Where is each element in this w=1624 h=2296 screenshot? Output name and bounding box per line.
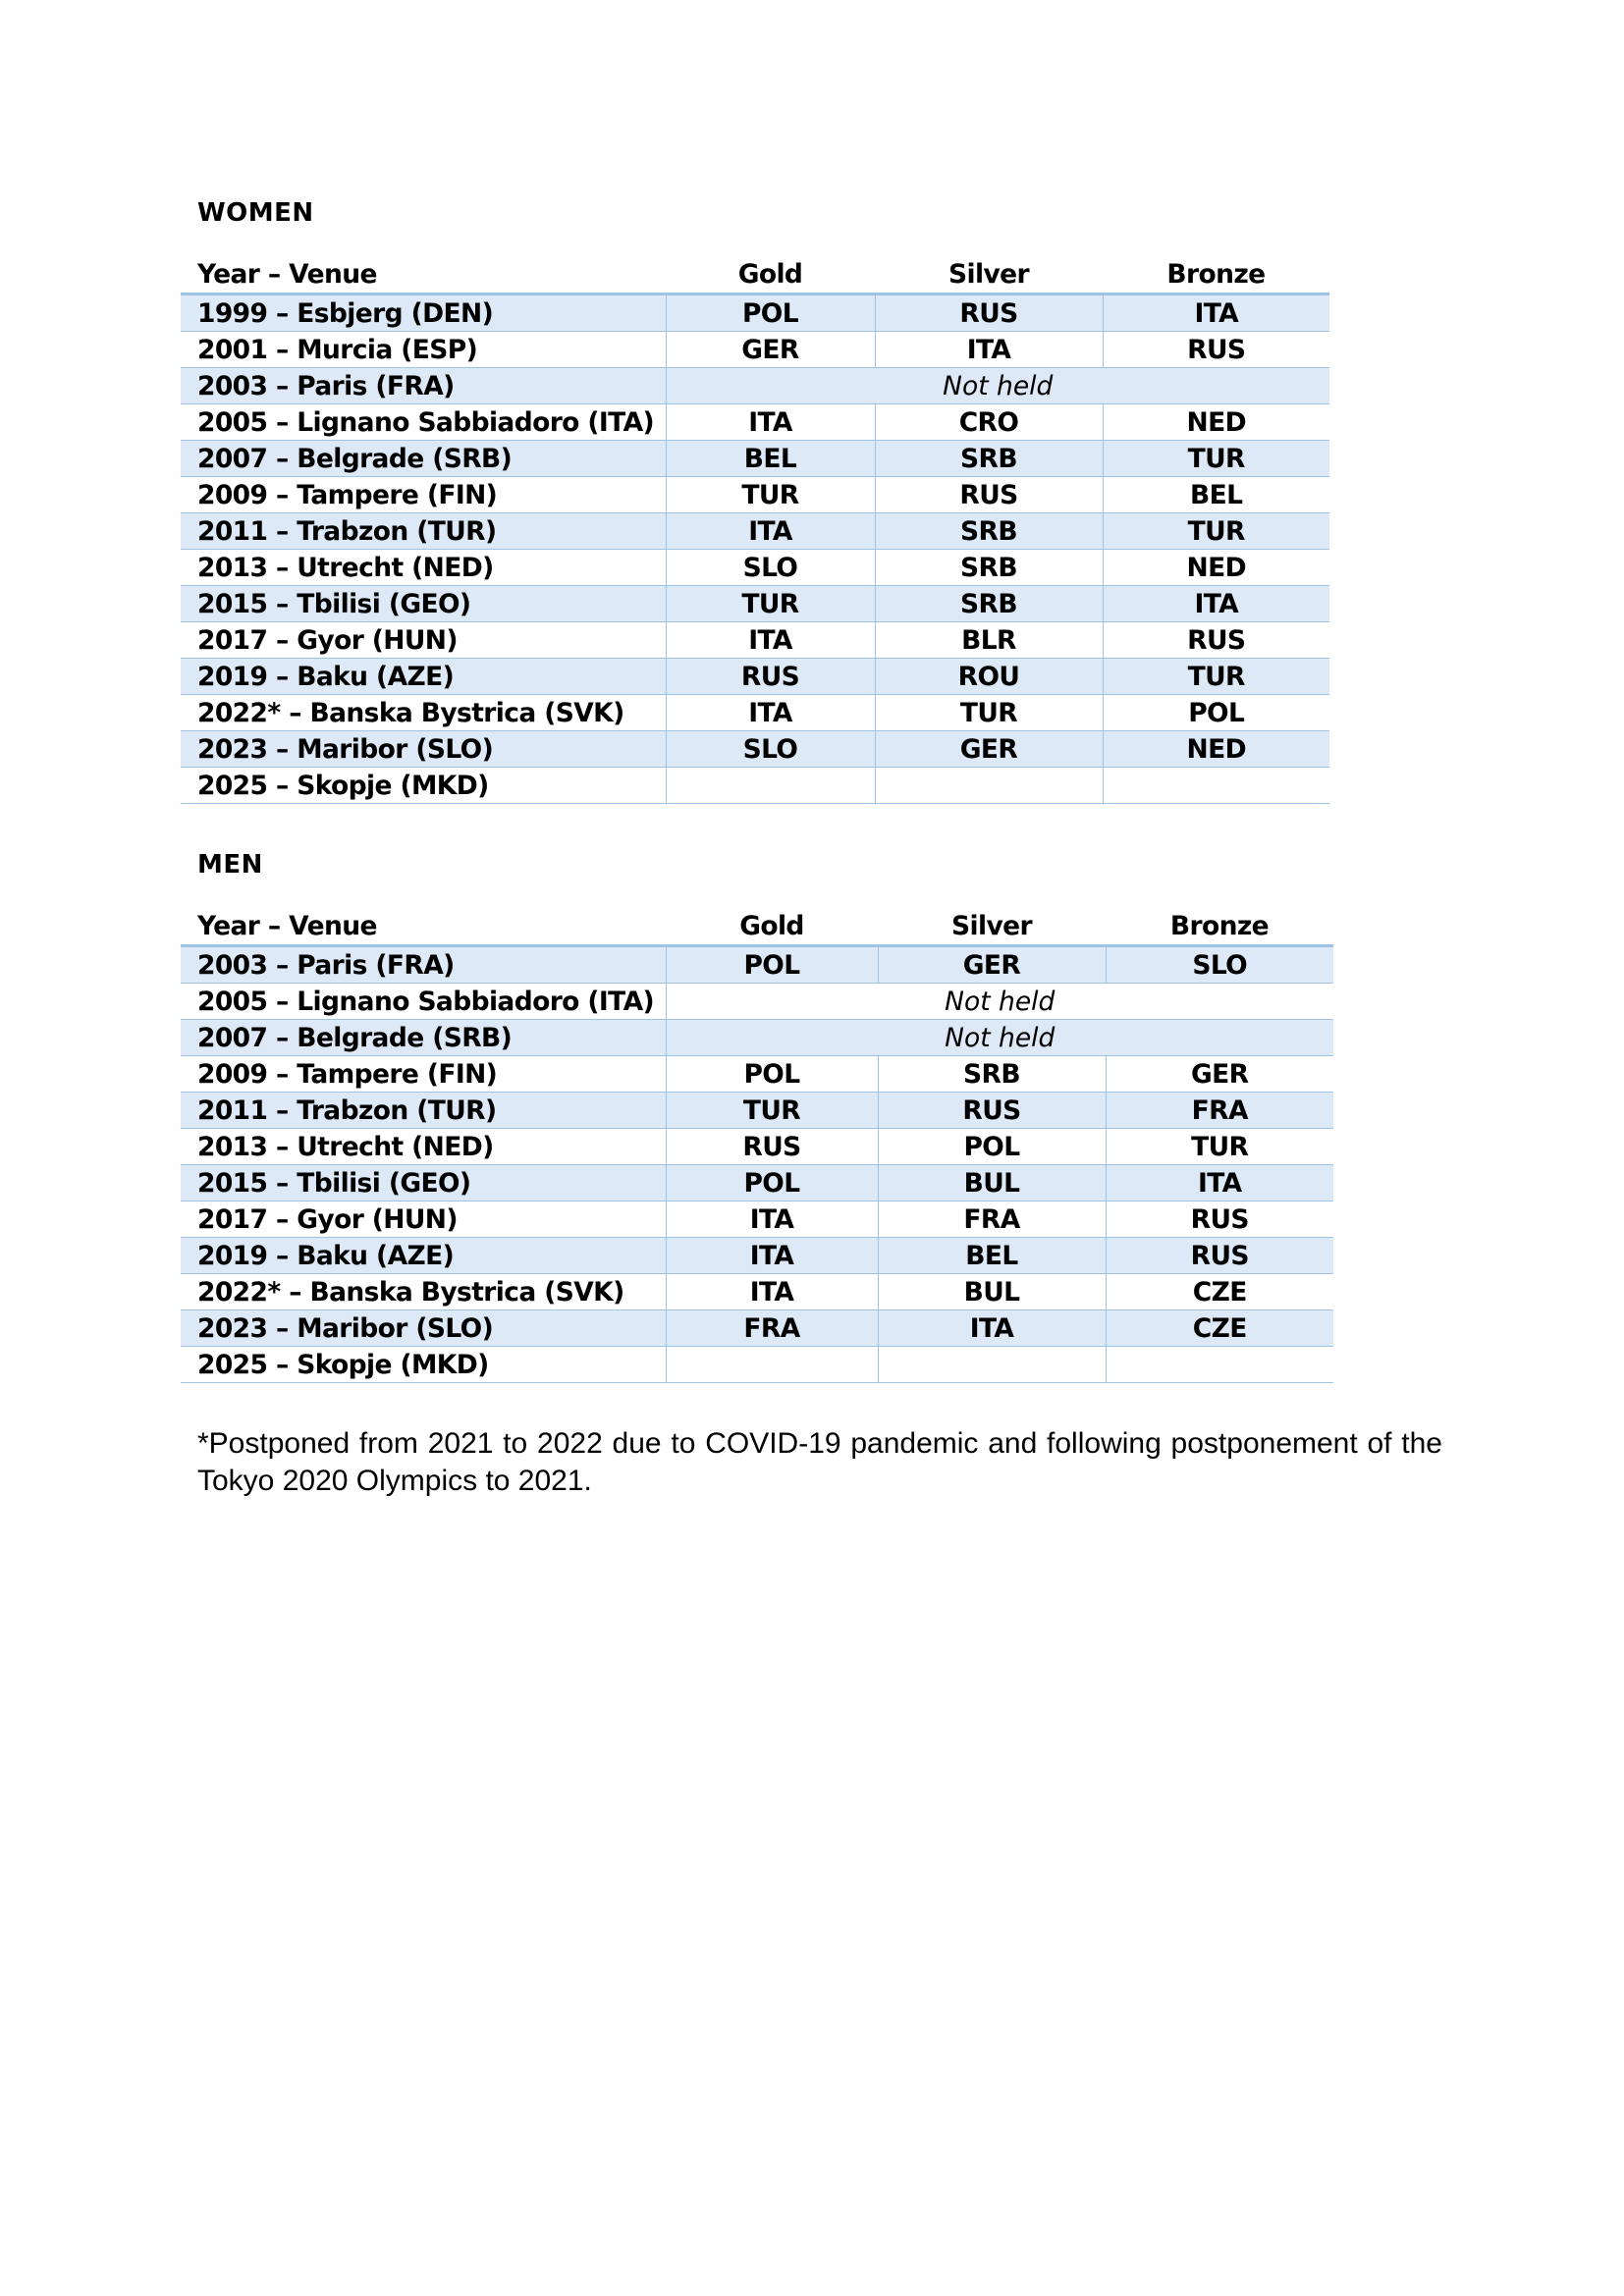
silver-cell: POL	[878, 1129, 1106, 1165]
not-held-cell: Not held	[666, 1020, 1333, 1056]
silver-cell: ROU	[875, 659, 1103, 695]
venue-cell: 2017 – Gyor (HUN)	[197, 624, 458, 656]
gold-cell	[666, 1347, 878, 1383]
gold-cell: SLO	[666, 731, 875, 768]
venue-cell: 2017 – Gyor (HUN)	[197, 1203, 458, 1235]
bronze-cell: CZE	[1106, 1274, 1333, 1310]
venue-cell: 2015 – Tbilisi (GEO)	[197, 588, 471, 619]
venue-cell: 2015 – Tbilisi (GEO)	[197, 1167, 471, 1199]
table-row	[181, 404, 1329, 441]
women-results-table	[181, 255, 1329, 804]
table-row	[181, 1165, 1333, 1201]
silver-cell: ITA	[875, 332, 1103, 368]
gold-cell: ITA	[666, 1201, 878, 1238]
venue-cell: 2003 – Paris (FRA)	[197, 370, 455, 401]
not-held-cell: Not held	[666, 984, 1333, 1020]
gold-cell: ITA	[666, 1274, 878, 1310]
venue-cell: 2005 – Lignano Sabbiadoro (ITA)	[197, 406, 654, 438]
bronze-cell: CZE	[1106, 1310, 1333, 1347]
bronze-cell	[1106, 1347, 1333, 1383]
bronze-cell: RUS	[1103, 622, 1329, 659]
venue-cell: 2005 – Lignano Sabbiadoro (ITA)	[197, 986, 654, 1017]
gold-cell: POL	[666, 294, 875, 332]
bronze-cell: SLO	[1106, 946, 1333, 984]
gold-cell: ITA	[666, 513, 875, 550]
venue-cell: 2013 – Utrecht (NED)	[197, 552, 494, 583]
venue-cell: 1999 – Esbjerg (DEN)	[197, 297, 494, 329]
table-row	[181, 1020, 1333, 1056]
footnote: *Postponed from 2021 to 2022 due to COVID-19 pandemic and following postponement of the Tokyo 2020 Olympics to 2021.	[197, 1427, 1442, 1497]
silver-cell: SRB	[875, 441, 1103, 477]
column-header-bronze: Bronze	[1106, 907, 1333, 946]
silver-cell: SRB	[875, 550, 1103, 586]
silver-cell: SRB	[875, 586, 1103, 622]
table-row	[181, 946, 1333, 984]
table-row	[181, 294, 1329, 332]
bronze-cell: ITA	[1106, 1165, 1333, 1201]
table-row	[181, 1274, 1333, 1310]
gold-cell: TUR	[666, 1093, 878, 1129]
gold-cell: ITA	[666, 695, 875, 731]
gold-cell: ITA	[666, 1238, 878, 1274]
gold-cell: POL	[666, 1056, 878, 1093]
silver-cell: ITA	[878, 1310, 1106, 1347]
venue-cell: 2001 – Murcia (ESP)	[197, 334, 478, 365]
table-row	[181, 659, 1329, 695]
table-row	[181, 586, 1329, 622]
gold-cell: RUS	[666, 659, 875, 695]
venue-cell: 2009 – Tampere (FIN)	[197, 1058, 498, 1090]
silver-cell: TUR	[875, 695, 1103, 731]
gold-cell: SLO	[666, 550, 875, 586]
silver-cell: GER	[875, 731, 1103, 768]
gold-cell	[666, 768, 875, 804]
venue-cell: 2022* – Banska Bystrica (SVK)	[197, 697, 624, 728]
venue-cell: 2007 – Belgrade (SRB)	[197, 443, 513, 474]
column-header-gold: Gold	[666, 255, 875, 294]
women-section-title: WOMEN	[197, 198, 314, 228]
bronze-cell: RUS	[1106, 1238, 1333, 1274]
gold-cell: BEL	[666, 441, 875, 477]
not-held-cell: Not held	[666, 368, 1329, 404]
silver-cell: CRO	[875, 404, 1103, 441]
table-row	[181, 622, 1329, 659]
table-row	[181, 1201, 1333, 1238]
table-header-row	[181, 255, 1329, 294]
gold-cell: ITA	[666, 404, 875, 441]
table-row	[181, 513, 1329, 550]
table-row	[181, 1310, 1333, 1347]
bronze-cell: NED	[1103, 550, 1329, 586]
table-row	[181, 768, 1329, 804]
silver-cell: BUL	[878, 1165, 1106, 1201]
column-header-venue: Year – Venue	[181, 907, 666, 946]
bronze-cell: FRA	[1106, 1093, 1333, 1129]
table-row	[181, 477, 1329, 513]
men-results-table	[181, 907, 1333, 1383]
men-table-body	[181, 946, 1333, 1383]
venue-cell: 2019 – Baku (AZE)	[197, 1240, 455, 1271]
silver-cell: RUS	[875, 477, 1103, 513]
venue-cell: 2022* – Banska Bystrica (SVK)	[197, 1276, 624, 1308]
gold-cell: TUR	[666, 586, 875, 622]
bronze-cell: GER	[1106, 1056, 1333, 1093]
venue-cell: 2011 – Trabzon (TUR)	[197, 515, 497, 547]
bronze-cell: TUR	[1106, 1129, 1333, 1165]
venue-cell: 2023 – Maribor (SLO)	[197, 733, 494, 765]
silver-cell: SRB	[875, 513, 1103, 550]
column-header-gold: Gold	[666, 907, 878, 946]
silver-cell: BUL	[878, 1274, 1106, 1310]
venue-cell: 2019 – Baku (AZE)	[197, 661, 455, 692]
table-row	[181, 1129, 1333, 1165]
venue-cell: 2009 – Tampere (FIN)	[197, 479, 498, 510]
bronze-cell: RUS	[1103, 332, 1329, 368]
bronze-cell: TUR	[1103, 513, 1329, 550]
bronze-cell: BEL	[1103, 477, 1329, 513]
column-header-venue: Year – Venue	[181, 255, 666, 294]
bronze-cell: RUS	[1106, 1201, 1333, 1238]
gold-cell: ITA	[666, 622, 875, 659]
bronze-cell: ITA	[1103, 294, 1329, 332]
bronze-cell: ITA	[1103, 586, 1329, 622]
table-row	[181, 1056, 1333, 1093]
silver-cell: SRB	[878, 1056, 1106, 1093]
silver-cell: BEL	[878, 1238, 1106, 1274]
silver-cell: RUS	[875, 294, 1103, 332]
bronze-cell	[1103, 768, 1329, 804]
table-row	[181, 695, 1329, 731]
table-row	[181, 731, 1329, 768]
column-header-silver: Silver	[875, 255, 1103, 294]
table-row	[181, 1093, 1333, 1129]
gold-cell: TUR	[666, 477, 875, 513]
silver-cell: GER	[878, 946, 1106, 984]
venue-cell: 2011 – Trabzon (TUR)	[197, 1095, 497, 1126]
venue-cell: 2013 – Utrecht (NED)	[197, 1131, 494, 1162]
bronze-cell: TUR	[1103, 441, 1329, 477]
table-row	[181, 984, 1333, 1020]
silver-cell	[875, 768, 1103, 804]
silver-cell: BLR	[875, 622, 1103, 659]
venue-cell: 2025 – Skopje (MKD)	[197, 1349, 489, 1380]
venue-cell: 2025 – Skopje (MKD)	[197, 770, 489, 801]
silver-cell: RUS	[878, 1093, 1106, 1129]
bronze-cell: NED	[1103, 731, 1329, 768]
silver-cell	[878, 1347, 1106, 1383]
column-header-silver: Silver	[878, 907, 1106, 946]
gold-cell: POL	[666, 1165, 878, 1201]
gold-cell: FRA	[666, 1310, 878, 1347]
table-header-row	[181, 907, 1333, 946]
gold-cell: RUS	[666, 1129, 878, 1165]
men-section-title: MEN	[197, 850, 263, 880]
bronze-cell: NED	[1103, 404, 1329, 441]
gold-cell: POL	[666, 946, 878, 984]
bronze-cell: POL	[1103, 695, 1329, 731]
venue-cell: 2023 – Maribor (SLO)	[197, 1312, 494, 1344]
women-table-body	[181, 294, 1329, 804]
column-header-bronze: Bronze	[1103, 255, 1329, 294]
table-row	[181, 441, 1329, 477]
venue-cell: 2003 – Paris (FRA)	[197, 949, 455, 981]
table-row	[181, 368, 1329, 404]
gold-cell: GER	[666, 332, 875, 368]
table-row	[181, 550, 1329, 586]
bronze-cell: TUR	[1103, 659, 1329, 695]
silver-cell: FRA	[878, 1201, 1106, 1238]
venue-cell: 2007 – Belgrade (SRB)	[197, 1022, 513, 1053]
table-row	[181, 332, 1329, 368]
table-row	[181, 1347, 1333, 1383]
table-row	[181, 1238, 1333, 1274]
